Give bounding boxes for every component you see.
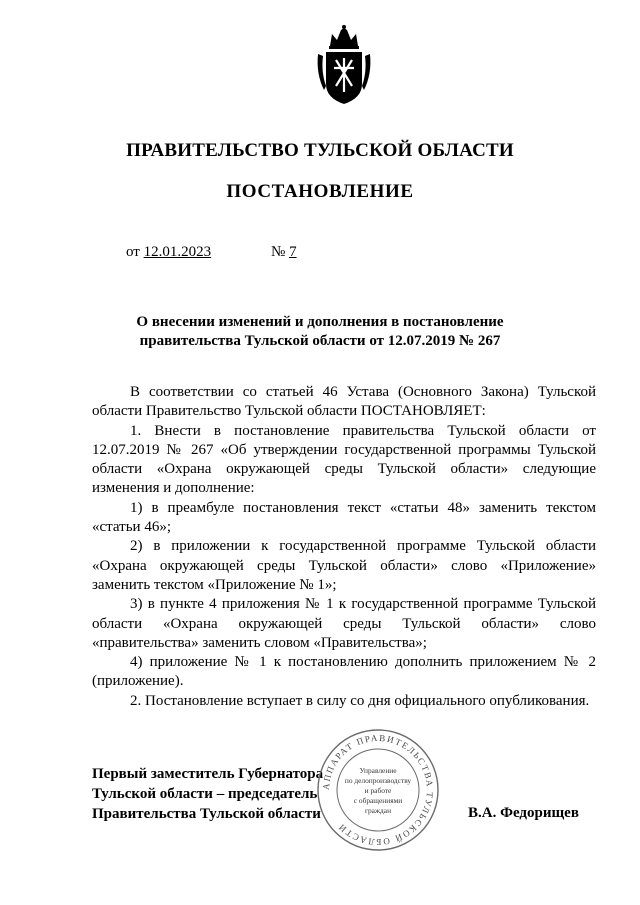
stamp-line-1: Управление xyxy=(359,766,397,775)
document-number: 7 xyxy=(289,244,297,260)
document-number-block xyxy=(271,244,297,261)
body-paragraph: 3) в пункте 4 приложения № 1 к государственной программе Тульской области «Охрана окружающей среды Тульской области» слово «правительства» заменить словом «Правительства»; xyxy=(92,596,596,651)
signatory-name: В.А. Федорищев xyxy=(468,805,579,821)
stamp-line-2: по делопроизводству xyxy=(344,776,412,785)
body-paragraph: 1) в преамбуле постановления текст «статьи 48» заменить текстом «статьи 46»; xyxy=(92,499,596,536)
body-paragraph: 4) приложение № 1 к постановлению дополнить приложением № 2 (приложение). xyxy=(92,654,596,690)
document-type: ПОСТАНОВЛЕНИЕ xyxy=(226,181,414,202)
coat-of-arms-icon xyxy=(314,24,374,106)
body-paragraph: В соответствии со статьей 46 Устава (Основного Закона) Тульской области Правительство Тульской области ПОСТАНОВЛЯЕТ: xyxy=(92,384,596,420)
stamp-line-4: с обращениями xyxy=(353,796,403,805)
position-line-3: Правительства Тульской области xyxy=(92,806,321,822)
signatory-position xyxy=(92,764,323,824)
date-number-line xyxy=(126,244,297,261)
organization-title: ПРАВИТЕЛЬСТВО ТУЛЬСКОЙ ОБЛАСТИ xyxy=(126,140,514,161)
document-date: 12.01.2023 xyxy=(143,244,212,260)
stamp-line-5: граждан xyxy=(364,806,392,815)
number-prefix: № xyxy=(271,244,286,260)
official-stamp-icon xyxy=(315,727,441,853)
body-paragraph: 2) в приложении к государственной программе Тульской области «Охрана окружающей среды Тульской области» слово «Приложение» заменить текстом «Приложение № 1»; xyxy=(92,538,596,593)
document-subject xyxy=(0,313,640,351)
document-body xyxy=(92,383,596,711)
position-line-1: Первый заместитель Губернатора xyxy=(92,766,324,782)
subject-line-1: О внесении изменений и дополнения в постановление xyxy=(136,314,504,330)
stamp-line-3: и работе xyxy=(364,786,392,795)
stamp-ring-text: АППАРАТ ПРАВИТЕЛЬСТВА ТУЛЬСКОЙ ОБЛАСТИ xyxy=(320,732,436,848)
body-paragraph: 1. Внести в постановление правительства Тульской области от 12.07.2019 № 267 «Об утверждении государственной программы Тульской области «Охрана окружающей среды Тульской области» следующие изменения и дополнение: xyxy=(92,422,596,497)
date-prefix: от xyxy=(126,244,140,260)
body-paragraph: 2. Постановление вступает в силу со дня официального опубликования. xyxy=(130,692,590,709)
position-line-2: Тульской области – председатель xyxy=(92,786,318,802)
subject-line-2: правительства Тульской области от 12.07.2019 № 267 xyxy=(139,333,501,349)
